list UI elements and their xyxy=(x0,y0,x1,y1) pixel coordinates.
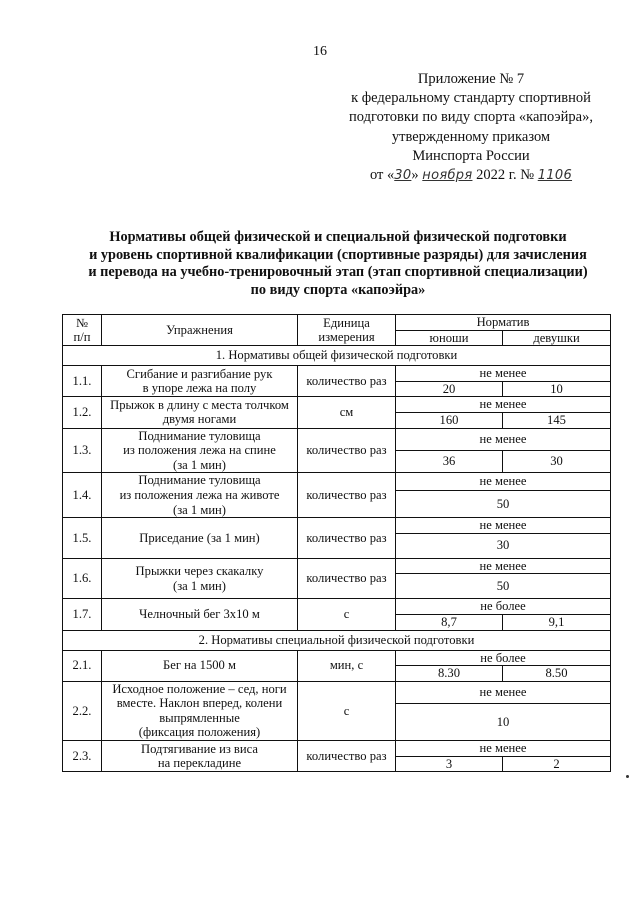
section-row xyxy=(63,346,611,366)
norms-table xyxy=(62,314,611,772)
exercise-line: из положения лежа на животе xyxy=(119,487,280,502)
row-qualifier: не менее xyxy=(396,473,611,490)
row-unit: количество раз xyxy=(298,366,396,397)
row-qualifier: не менее xyxy=(396,428,611,450)
row-qualifier: не менее xyxy=(396,741,611,757)
appendix-line: к федеральному стандарту спортивной xyxy=(351,90,591,107)
exercise-line: вместе. Наклон вперед, колени xyxy=(116,696,283,711)
page-number: 16 xyxy=(313,44,327,59)
order-number: 1106 xyxy=(537,168,573,184)
row-qualifier: не более xyxy=(396,599,611,615)
order-day: 30 xyxy=(394,168,412,184)
row-exercise xyxy=(102,473,298,518)
exercise-line: (за 1 мин) xyxy=(173,457,226,472)
appendix-line: подготовки по виду спорта «капоэйра», xyxy=(349,109,593,126)
row-unit: см xyxy=(298,397,396,428)
row-qualifier: не менее xyxy=(396,366,611,382)
header-norm: Норматив xyxy=(396,315,611,331)
title-line: по виду спорта «капоэйра» xyxy=(250,281,426,298)
row-number: 1.6. xyxy=(63,558,102,599)
row-exercise xyxy=(102,599,298,630)
row-number: 1.5. xyxy=(63,518,102,559)
header-unit: Единица измерения xyxy=(298,315,396,346)
row-unit: с xyxy=(298,599,396,630)
row-qualifier: не менее xyxy=(396,518,611,534)
exercise-line: Подтягивание из виса xyxy=(141,741,258,756)
row-number: 1.2. xyxy=(63,397,102,428)
row-exercise xyxy=(102,741,298,772)
row-number: 1.1. xyxy=(63,366,102,397)
table-row xyxy=(63,650,611,666)
row-number: 1.4. xyxy=(63,473,102,518)
row-unit: количество раз xyxy=(298,518,396,559)
table-row xyxy=(63,366,611,382)
table-row xyxy=(63,518,611,534)
row-value-boys: 20 xyxy=(396,381,503,397)
row-value-boys: 160 xyxy=(396,412,503,428)
appendix-line: Минспорта России xyxy=(412,147,530,164)
table-row xyxy=(63,397,611,413)
header-exercise: Упражнения xyxy=(102,315,298,346)
section-title: 1. Нормативы общей физической подготовки xyxy=(63,346,611,366)
document-title xyxy=(64,229,612,299)
header-row xyxy=(63,315,611,331)
exercise-line: на перекладине xyxy=(157,756,242,771)
exercise-line: Поднимание туловища xyxy=(138,428,261,443)
table-row xyxy=(63,599,611,615)
exercise-line: Челночный бег 3х10 м xyxy=(139,607,260,622)
row-value-girls: 2 xyxy=(503,756,611,772)
row-value-boys: 8.30 xyxy=(396,666,503,682)
row-exercise xyxy=(102,650,298,681)
table-row xyxy=(63,428,611,450)
row-number: 2.3. xyxy=(63,741,102,772)
appendix-block xyxy=(330,70,612,185)
appendix-title: Приложение № 7 xyxy=(417,71,525,87)
row-exercise xyxy=(102,397,298,428)
row-value-girls: 30 xyxy=(503,450,611,472)
exercise-line: из положения лежа на спине xyxy=(123,443,276,458)
exercise-line: Прыжки через скакалку xyxy=(135,563,264,578)
row-value-girls: 10 xyxy=(503,381,611,397)
title-line: и перевода на учебно-тренировочный этап (этап спортивной специализации) xyxy=(88,264,588,281)
row-value-boys: 8,7 xyxy=(396,614,503,630)
header-girls: девушки xyxy=(503,330,611,346)
order-reference xyxy=(330,166,612,185)
row-unit: количество раз xyxy=(298,428,396,473)
exercise-line: двумя ногами xyxy=(162,412,237,427)
header-number: № п/п xyxy=(63,315,102,346)
exercise-line: (за 1 мин) xyxy=(173,502,226,517)
row-qualifier: не менее xyxy=(396,397,611,413)
row-exercise xyxy=(102,428,298,473)
order-year: 2022 г. № xyxy=(476,167,535,184)
title-line: и уровень спортивной квалификации (спортивные разряды) для зачисления xyxy=(89,246,587,263)
row-value: 30 xyxy=(396,533,611,558)
row-qualifier: не более xyxy=(396,650,611,666)
row-number: 1.7. xyxy=(63,599,102,630)
exercise-line: Приседание (за 1 мин) xyxy=(139,530,260,545)
row-exercise xyxy=(102,681,298,740)
exercise-line: (за 1 мин) xyxy=(173,578,226,593)
row-value: 50 xyxy=(396,490,611,518)
row-qualifier: не менее xyxy=(396,558,611,574)
row-value-girls: 9,1 xyxy=(503,614,611,630)
exercise-line: выпрямленные xyxy=(159,710,240,725)
row-unit: мин, с xyxy=(298,650,396,681)
row-unit: с xyxy=(298,681,396,740)
table-row xyxy=(63,681,611,704)
order-from: от « xyxy=(369,167,395,184)
table-row xyxy=(63,558,611,574)
exercise-line: в упоре лежа на полу xyxy=(142,381,257,396)
row-value-girls: 145 xyxy=(503,412,611,428)
section-row xyxy=(63,630,611,650)
row-unit: количество раз xyxy=(298,741,396,772)
row-unit: количество раз xyxy=(298,558,396,599)
exercise-line: Прыжок в длину с места толчком xyxy=(110,397,289,412)
row-unit: количество раз xyxy=(298,473,396,518)
row-exercise xyxy=(102,366,298,397)
row-value-boys: 36 xyxy=(396,450,503,472)
table-row xyxy=(63,741,611,757)
table-row xyxy=(63,473,611,490)
exercise-line: Исходное положение – сед, ноги xyxy=(112,681,287,696)
row-exercise xyxy=(102,518,298,559)
row-value: 10 xyxy=(396,704,611,741)
exercise-line: Сгибание и разгибание рук xyxy=(126,366,273,381)
row-exercise xyxy=(102,558,298,599)
title-line: Нормативы общей физической и специальной физической подготовки xyxy=(109,229,567,245)
scan-speck xyxy=(626,775,629,778)
exercise-line: (фиксация положения) xyxy=(138,725,261,740)
order-quote: » xyxy=(411,167,419,184)
row-number: 2.1. xyxy=(63,650,102,681)
row-value-boys: 3 xyxy=(396,756,503,772)
row-qualifier: не менее xyxy=(396,681,611,704)
section-title: 2. Нормативы специальной физической подготовки xyxy=(63,630,611,650)
exercise-line: Поднимание туловища xyxy=(138,473,261,488)
exercise-line: Бег на 1500 м xyxy=(163,658,236,673)
row-number: 1.3. xyxy=(63,428,102,473)
row-value: 50 xyxy=(396,574,611,599)
header-boys: юноши xyxy=(396,330,503,346)
order-month: ноября xyxy=(422,168,473,184)
appendix-line: утвержденному приказом xyxy=(391,128,551,145)
row-value-girls: 8.50 xyxy=(503,666,611,682)
row-number: 2.2. xyxy=(63,681,102,740)
